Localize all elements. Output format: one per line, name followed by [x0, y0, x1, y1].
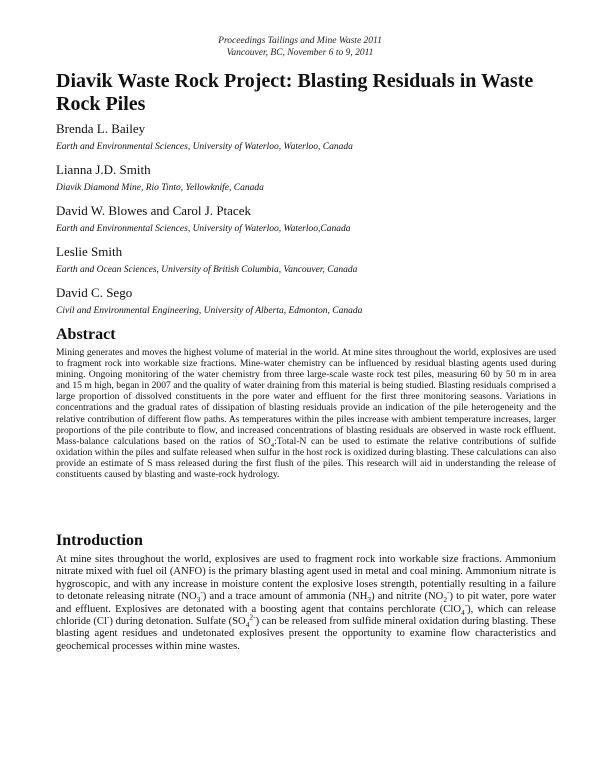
conference-location-date: Vancouver, BC, November 6 to 9, 2011	[226, 48, 374, 58]
author-name: David W. Blowes and Carol J. Ptacek	[56, 203, 251, 218]
intro-sub-4: 4	[460, 607, 465, 617]
abstract-text	[56, 347, 556, 480]
author-name: David C. Sego	[56, 285, 133, 300]
author-affiliation: Diavik Diamond Mine, Rio Tinto, Yellowknife, Canada	[56, 183, 264, 193]
author-affiliation: Earth and Environmental Sciences, University of Waterloo, Waterloo,Canada	[56, 224, 351, 234]
intro-sup-1: -	[200, 587, 203, 597]
intro-sub-3: 2	[443, 595, 448, 605]
abstract-text-part2: :Total-N can be used to estimate the relative contributions of sulfide oxidation within the piles and sulfate released when sulfur in the host rock is oxidized during blasting. These calculations can also provide an estimate of S mass released during the first flush of the piles. This research will aid in understanding the release of constituents caused by blasting and waste-rock hydrology.	[56, 435, 557, 481]
author-list	[56, 120, 556, 325]
author-entry	[56, 243, 556, 276]
author-affiliation: Earth and Environmental Sciences, University of Waterloo, Waterloo, Canada	[56, 142, 353, 152]
author-affiliation: Civil and Environmental Engineering, University of Alberta, Edmonton, Canada	[56, 306, 363, 316]
intro-text-5: ), which can release chloride (Cl	[56, 603, 556, 628]
intro-text-4: ) to pit water, pore water and effluent. Explosives are detonated with a boosting agent that contains perchlorate (ClO	[56, 591, 557, 615]
author-entry	[56, 202, 556, 235]
intro-sup-5: -	[106, 612, 110, 622]
intro-sub-1: 3	[196, 595, 201, 605]
abstract-text-part1: Mining generates and moves the highest volume of material in the world. At mine sites throughout the world, explosives are used to fragment rock into workable size fractions. Mine-water chemistry can be influenced by residual blasting agents used during mining. Ongoing monitoring of the water chemistry from three large-scale waste rock test piles, measuring 60 by 50 m in area and 15 m high, began in 2007 and the quality of water draining from this material is being studied. Blasting residuals comprised a large proportion of dissolved constituents in the pore water and effluent for the first three monitoring seasons. Variations in concentrations and the gradual rates of dissipation of blasting residuals provide an indication of the pile heterogeneity and the relative contribution of different flow paths. As temperatures within the piles increase with ambient temperature increases, larger proportions of the pile contribute to flow, and increased concentrations of blasting residuals are observed in waste rock effluent. Mass-balance calculations based on the ratios of SO	[56, 347, 556, 447]
intro-sub-6: 4	[245, 620, 250, 630]
author-entry	[56, 120, 556, 153]
intro-text-3: ) and nitrite (NO	[371, 591, 444, 603]
introduction-heading: Introduction	[56, 532, 143, 549]
author-entry	[56, 161, 556, 194]
abstract-subscript: 4	[270, 441, 275, 449]
author-name: Leslie Smith	[56, 244, 123, 259]
paper-title: Diavik Waste Rock Project: Blasting Residuals in Waste Rock Piles	[56, 70, 534, 115]
author-entry	[56, 284, 556, 317]
intro-text-1: At mine sites throughout the world, explosives are used to fragment rock into workable size fractions. Ammonium nitrate mixed with fuel oil (ANFO) is the primary blasting agent used in metal and coal mining. Ammonium nitrate is hygroscopic, and with any increase in moisture content the explosive loses strength, potentially resulting in a failure to detonate releasing nitrate (NO	[56, 554, 556, 603]
intro-text-7: ) can be released from sulfide mineral oxidation during blasting. These blasting agent residues and undetonated explosives present the opportunity to examine flow characteristics and geochemical processes within mine wastes.	[56, 616, 556, 652]
proceedings-title: Proceedings Tailings and Mine Waste 2011	[218, 36, 382, 46]
author-name: Lianna J.D. Smith	[56, 162, 151, 177]
proceedings-header	[0, 35, 600, 59]
abstract-heading: Abstract	[56, 326, 116, 343]
intro-sup-3: -	[447, 587, 450, 597]
intro-sup-4: -	[464, 600, 468, 610]
intro-sub-2: 3	[367, 595, 372, 605]
intro-text-2: ) and a trace amount of ammonia (NH	[202, 591, 368, 603]
intro-sup-6: 2-	[249, 612, 256, 622]
introduction-text	[56, 554, 556, 653]
intro-text-6: ) during detonation. Sulfate (SO	[109, 616, 246, 628]
author-affiliation: Earth and Ocean Sciences, University of British Columbia, Vancouver, Canada	[56, 265, 358, 275]
author-name: Brenda L. Bailey	[56, 121, 146, 136]
